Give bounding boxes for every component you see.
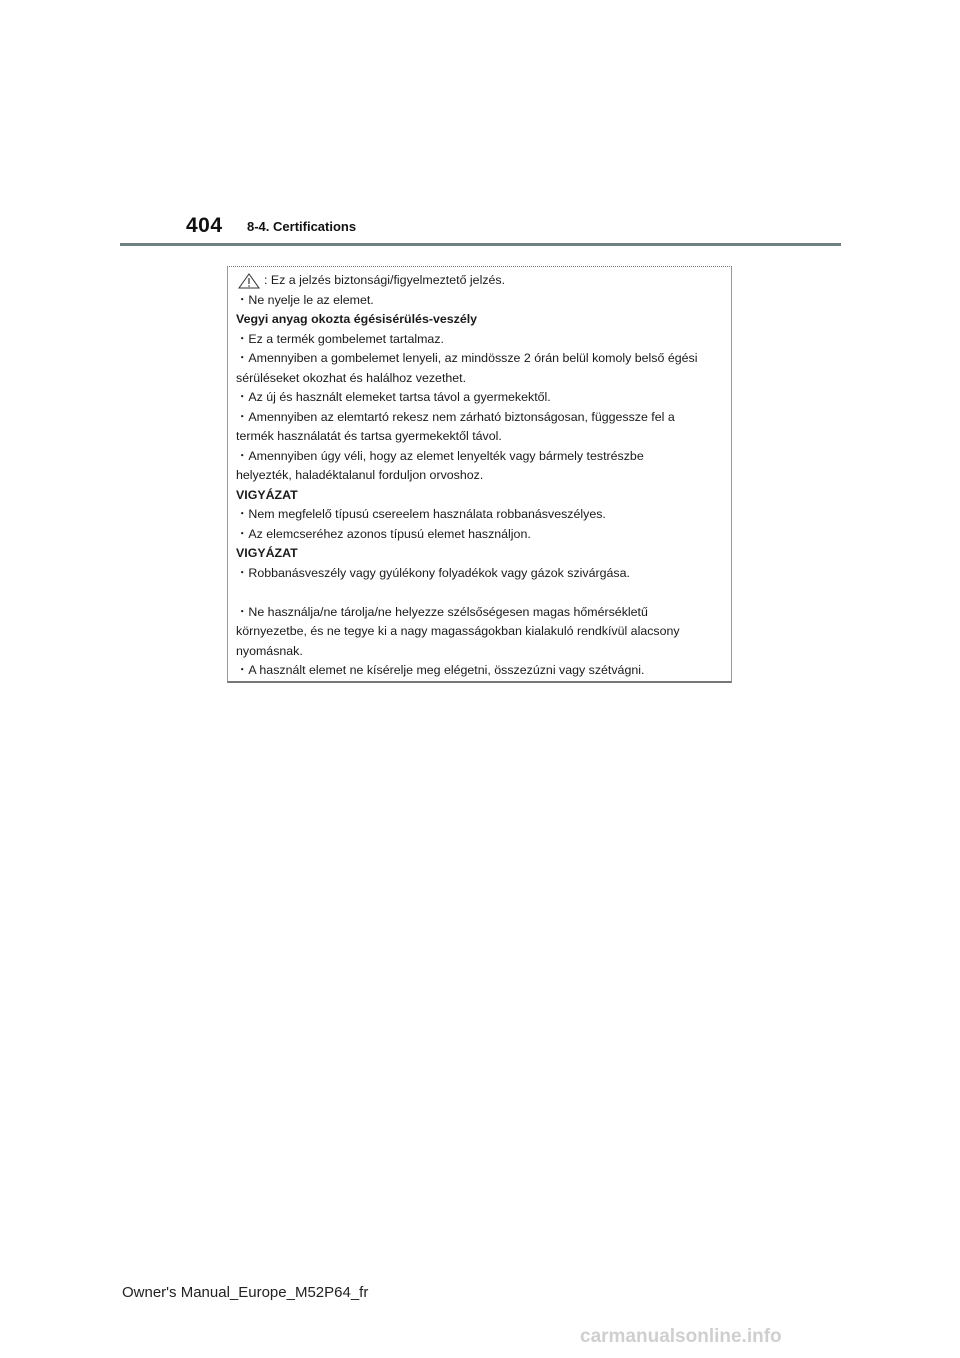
- notice-line: ・Ez a termék gombelemet tartalmaz.: [236, 331, 444, 346]
- notice-box: [227, 266, 732, 683]
- notice-line: Vegyi anyag okozta égésisérülés-veszély: [236, 312, 478, 326]
- header-rule: [120, 243, 841, 246]
- notice-line: ・Amennyiben az elemtartó rekesz nem zárható biztonságosan, függessze fel a: [236, 409, 675, 424]
- notice-line: VIGYÁZAT: [236, 546, 298, 560]
- notice-line: ・Nem megfelelő típusú csereelem használata robbanásveszélyes.: [236, 507, 606, 521]
- notice-line: sérüléseket okozhat és halálhoz vezethet.: [236, 370, 467, 385]
- notice-line: környezetbe, és ne tegye ki a nagy magasságokban kialakuló rendkívül alacsony: [236, 624, 680, 638]
- warning-triangle-icon: [238, 273, 260, 289]
- notice-line: ・Robbanásveszély vagy gyúlékony folyadékok vagy gázok szivárgása.: [236, 565, 630, 580]
- notice-line: ・Amennyiben úgy véli, hogy az elemet lenyelték vagy bármely testrészbe: [236, 448, 644, 463]
- watermark: carmanualsonline.info: [580, 1326, 782, 1347]
- notice-line: ・Amennyiben a gombelemet lenyeli, az mindössze 2 órán belül komoly belső égési: [236, 351, 698, 365]
- notice-line: termék használatát és tartsa gyermekektől távol.: [236, 429, 502, 443]
- notice-line: VIGYÁZAT: [236, 487, 298, 502]
- footer-text: Owner's Manual_Europe_M52P64_fr: [122, 1284, 369, 1301]
- warning-line: [236, 271, 723, 291]
- notice-line: helyezték, haladéktalanul forduljon orvoshoz.: [236, 468, 484, 482]
- notice-lines: [236, 291, 723, 681]
- notice-line: ・Ne használja/ne tárolja/ne helyezze szélsőségesen magas hőmérsékletű: [236, 604, 648, 619]
- warning-line-text: : Ez a jelzés biztonsági/figyelmeztető jelzés.: [264, 273, 506, 287]
- notice-line: ・A használt elemet ne kísérelje meg elégetni, összezúzni vagy szétvágni.: [236, 663, 645, 677]
- notice-line: ・Az új és használt elemeket tartsa távol a gyermekektől.: [236, 390, 551, 404]
- page-number: 404: [186, 214, 223, 237]
- notice-line: nyomásnak.: [236, 643, 303, 658]
- notice-spacer: [236, 583, 723, 603]
- section-title: 8-4. Certifications: [247, 219, 357, 234]
- notice-line: ・Az elemcseréhez azonos típusú elemet használjon.: [236, 526, 531, 541]
- notice-line: ・Ne nyelje le az elemet.: [236, 292, 374, 307]
